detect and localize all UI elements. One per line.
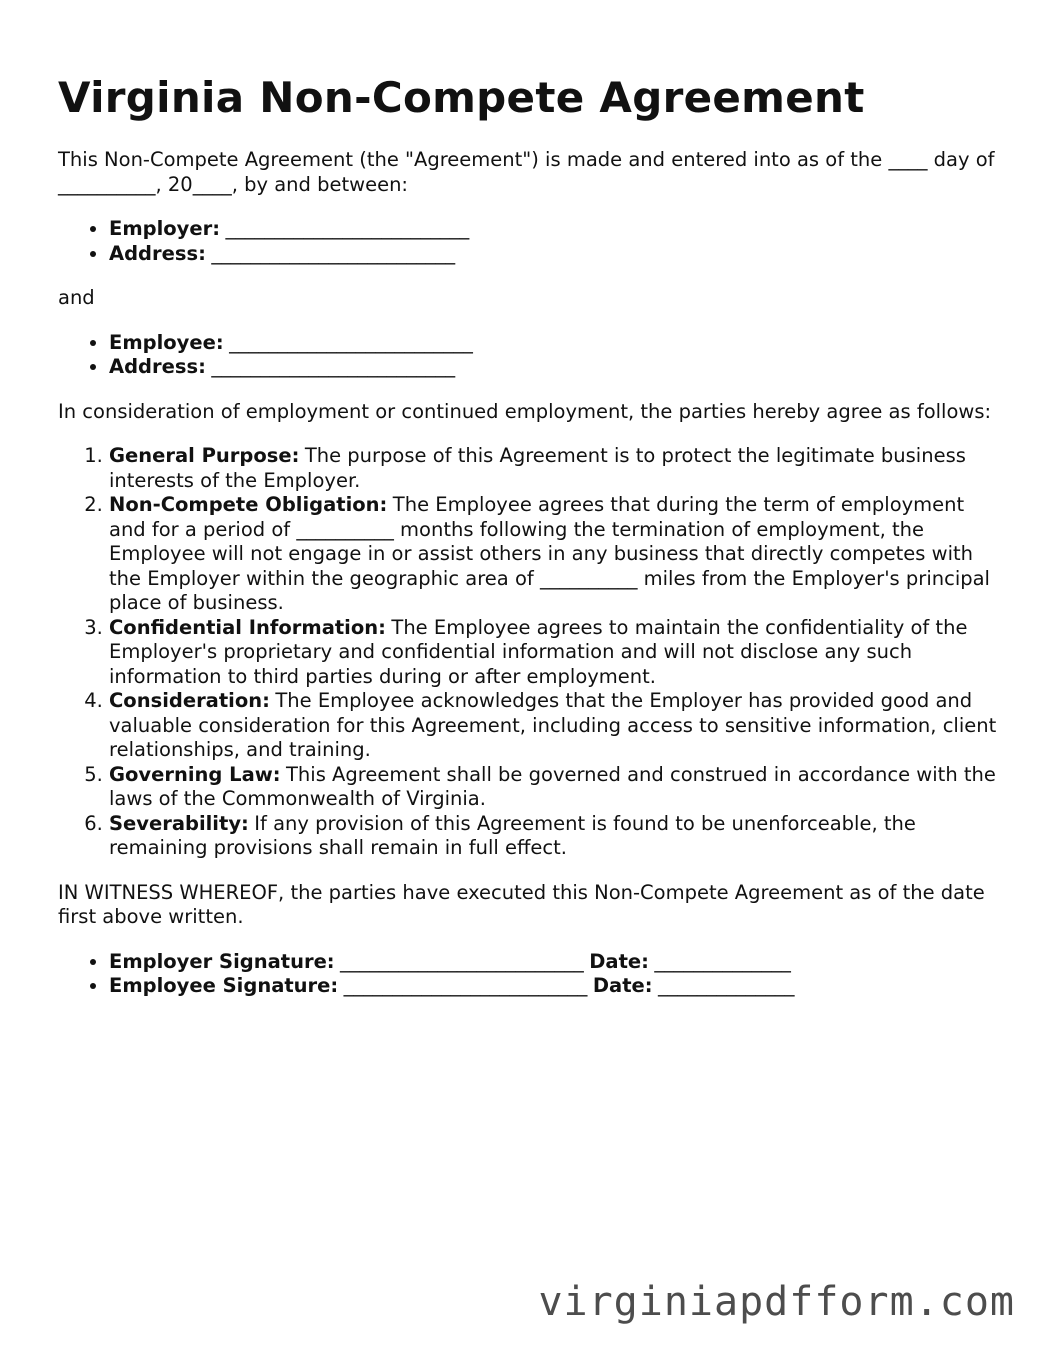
employee-signature-line bbox=[109, 974, 998, 999]
clause-item bbox=[109, 763, 998, 812]
clause-item bbox=[109, 689, 998, 763]
clause-item bbox=[109, 493, 998, 616]
employee-fields-list bbox=[58, 331, 998, 380]
clause-text: The Employee agrees that during the term of employment and for a period of __________ months following the termination of employment, the Employee will not engage in or assist others in any business that directly competes with the Employer within the geographic area of __________ miles from the Employer's principal place of business. bbox=[109, 493, 990, 614]
clause-item bbox=[109, 812, 998, 861]
field-blank: _________________________ bbox=[225, 217, 470, 240]
employer-fields-list bbox=[58, 217, 998, 266]
date-label: Date: bbox=[592, 974, 653, 997]
document-page bbox=[58, 70, 998, 1019]
signature-blank: _________________________ bbox=[343, 974, 588, 997]
clause-text: The Employee acknowledges that the Employer has provided good and valuable consideration for this Agreement, including access to sensitive information, client relationships, and training. bbox=[109, 689, 997, 761]
clause-heading: Non-Compete Obligation: bbox=[109, 493, 388, 516]
field-blank: _________________________ bbox=[229, 330, 473, 354]
field-blank: _________________________ bbox=[211, 241, 456, 265]
witness-paragraph: IN WITNESS WHEREOF, the parties have executed this Non-Compete Agreement as of the date first above written. bbox=[58, 880, 985, 928]
clause-item bbox=[109, 616, 998, 690]
date-label: Date: bbox=[589, 949, 649, 973]
clause-heading: Severability: bbox=[109, 811, 249, 835]
clauses-list bbox=[58, 444, 998, 861]
consideration-intro: In consideration of employment or continued employment, the parties hereby agree as follows: bbox=[58, 399, 992, 423]
employer-name-field bbox=[109, 217, 998, 242]
date-blank: ______________ bbox=[658, 974, 795, 997]
employee-name-field bbox=[109, 331, 998, 356]
clause-text: The purpose of this Agreement is to protect the legitimate business interests of the Employer. bbox=[109, 444, 966, 492]
clause-item bbox=[109, 444, 998, 493]
clause-heading: Consideration: bbox=[109, 689, 270, 712]
signature-label: Employer Signature: bbox=[109, 949, 335, 973]
employer-address-field bbox=[109, 242, 998, 267]
employer-signature-line bbox=[109, 950, 998, 975]
clause-text: This Agreement shall be governed and construed in accordance with the laws of the Commonwealth of Virginia. bbox=[109, 762, 996, 810]
clause-heading: Confidential Information: bbox=[109, 615, 386, 639]
and-text: and bbox=[58, 286, 95, 309]
field-label: Address: bbox=[109, 241, 206, 265]
signatures-list bbox=[58, 950, 998, 999]
page-title: Virginia Non-Compete Agreement bbox=[58, 73, 865, 122]
signature-label: Employee Signature: bbox=[109, 974, 339, 997]
watermark-text: virginiapdfform.com bbox=[538, 1279, 1015, 1325]
field-label: Employee: bbox=[109, 330, 224, 354]
clause-text: The Employee agrees to maintain the confidentiality of the Employer's proprietary and confidential information and will not disclose any such information to third parties during or after employment. bbox=[109, 615, 968, 688]
field-blank: _________________________ bbox=[211, 355, 456, 378]
date-blank: ______________ bbox=[654, 949, 791, 973]
employee-address-field bbox=[109, 355, 998, 380]
clause-heading: Governing Law: bbox=[109, 762, 281, 786]
field-label: Address: bbox=[109, 355, 206, 378]
field-label: Employer: bbox=[109, 217, 221, 240]
clause-heading: General Purpose: bbox=[109, 444, 300, 467]
clause-text: If any provision of this Agreement is found to be unenforceable, the remaining provisions shall remain in full effect. bbox=[109, 811, 916, 859]
intro-paragraph: This Non-Compete Agreement (the "Agreement") is made and entered into as of the ____ day of __________, 20____, by and between: bbox=[58, 148, 995, 196]
signature-blank: _________________________ bbox=[340, 949, 584, 973]
